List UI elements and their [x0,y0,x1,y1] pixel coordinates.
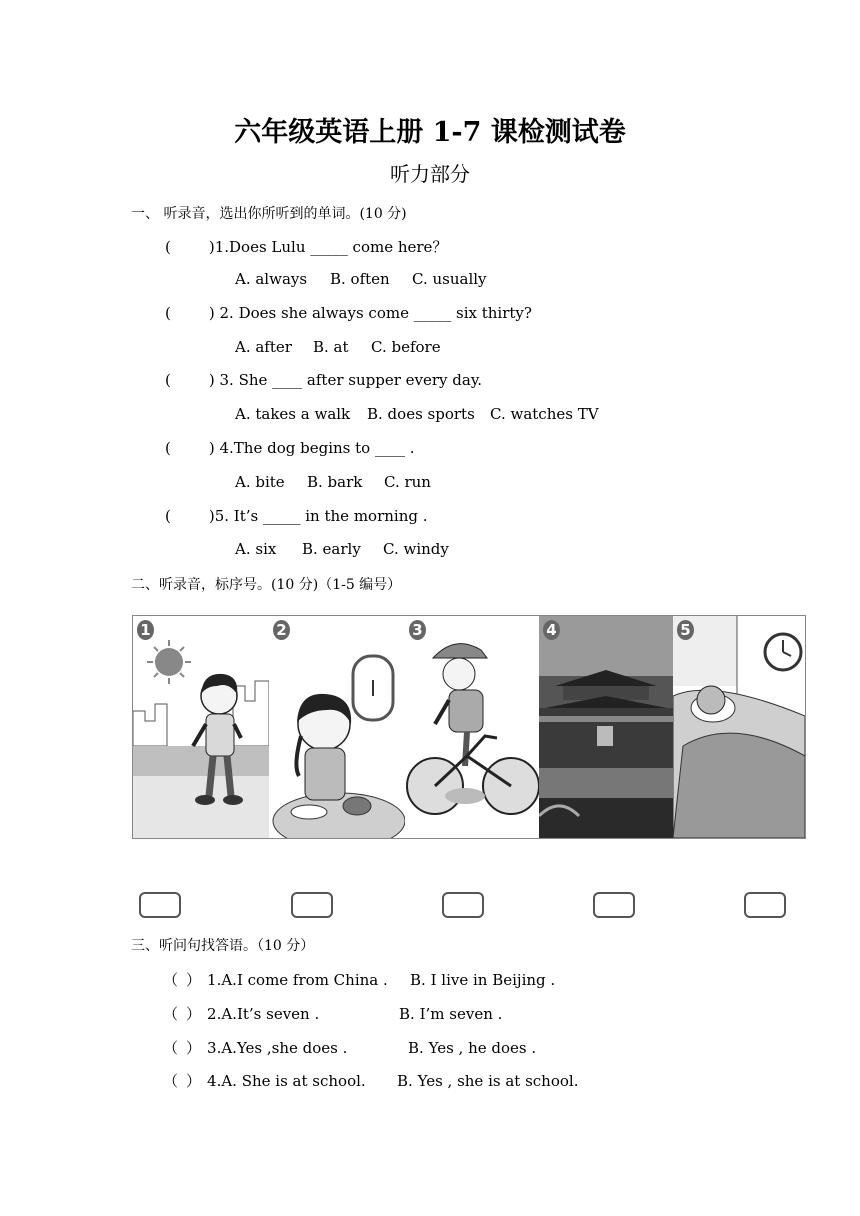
option-b: B. Yes , she is at school. [397,1072,579,1090]
option-c: C. windy [383,540,449,558]
answer-paren-open: ( [165,304,171,322]
section1-heading: 一、 听录音，选出你所听到的单词。(10 分) [131,206,407,222]
question-1 [165,236,447,257]
question-text: 5. It’s _____ in the morning . [214,507,428,525]
picture-number: 1 [137,620,154,640]
answer-paren-open: （ [163,971,179,989]
answer-box-4[interactable] [593,892,635,918]
picture-5 [673,616,805,838]
answer-box-2[interactable] [291,892,333,918]
answer-paren-close: ) [208,304,215,322]
option-a: A. after [235,338,292,356]
option-a: 3.A.Yes ,she does . [207,1039,348,1057]
option-b: B. I’m seven . [399,1005,503,1023]
answer-paren-open: （ [163,1072,179,1090]
option-c: C. run [384,473,431,491]
option-a: A. always [235,270,308,288]
picture-3 [405,616,540,838]
option-b: B. bark [307,473,363,491]
question-4 [165,439,414,457]
page-title: 六年级英语上册 1-7 课检测试卷 [234,117,626,148]
answer-paren-close: ） [186,1005,202,1023]
answer-paren-close: ） [186,1072,202,1090]
question-text: 1.Does Lulu _____ come here？ [214,238,448,256]
question-text: 3. She ____ after supper every day. [214,371,483,389]
question-3-4 [163,1070,578,1091]
question-3-options [235,405,599,423]
answer-paren-close: ） [186,971,202,989]
option-b: B. Yes , he does . [408,1039,537,1057]
option-b: B. does sports [367,405,475,423]
option-a: 1.A.I come from China . [207,971,388,989]
question-3-2 [163,1003,502,1024]
option-a: 2.A.It’s seven . [207,1005,320,1023]
answer-box-5[interactable] [744,892,786,918]
question-4-options [235,473,431,491]
option-b: B. early [302,540,361,558]
clock-icon [765,634,801,670]
option-b: B. often [330,270,390,288]
question-3 [165,371,482,389]
option-c: C. watches TV [490,405,599,423]
option-c: C. usually [412,270,487,288]
question-5 [165,507,428,525]
picture-number: 5 [677,620,694,640]
question-text: 4.The dog begins to ____ . [214,439,415,457]
answer-paren-close: ) [208,371,215,389]
question-2-options [235,338,441,356]
section2-heading: 二、听录音，标序号。(10 分)（1-5 编号） [131,577,402,593]
answer-box-1[interactable] [139,892,181,918]
picture-1 [133,616,270,838]
picture-strip [132,615,806,839]
question-1-options [235,270,487,288]
clock-icon [353,656,393,720]
option-b: B. at [313,338,349,356]
question-3-3 [163,1037,536,1058]
option-a: 4.A. She is at school. [207,1072,366,1090]
answer-paren-open: ( [165,439,171,457]
answer-paren-open: ( [165,238,171,256]
question-5-options [235,540,449,558]
page-subtitle: 听力部分 [390,162,470,186]
option-c: C. before [371,338,441,356]
answer-paren-open: ( [165,507,171,525]
answer-paren-close: ) [208,238,215,256]
question-text: 2. Does she always come _____ six thirty? [214,304,532,322]
picture-number: 3 [409,620,426,640]
answer-paren-close: ) [208,507,215,525]
question-2 [165,304,532,322]
picture-number: 2 [273,620,290,640]
option-a: A. takes a walk [235,405,351,423]
picture-2 [269,616,406,838]
answer-paren-open: （ [163,1005,179,1023]
answer-box-3[interactable] [442,892,484,918]
answer-paren-open: ( [165,371,171,389]
answer-paren-open: （ [163,1039,179,1057]
picture-4 [539,616,674,838]
option-a: A. bite [235,473,285,491]
question-3-1 [163,969,555,990]
answer-paren-close: ） [186,1039,202,1057]
answer-paren-close: ) [208,439,215,457]
picture-number: 4 [543,620,560,640]
option-a: A. six [235,540,277,558]
option-b: B. I live in Beijing . [410,971,556,989]
section3-heading: 三、听问句找答语。（10 分） [131,938,315,954]
